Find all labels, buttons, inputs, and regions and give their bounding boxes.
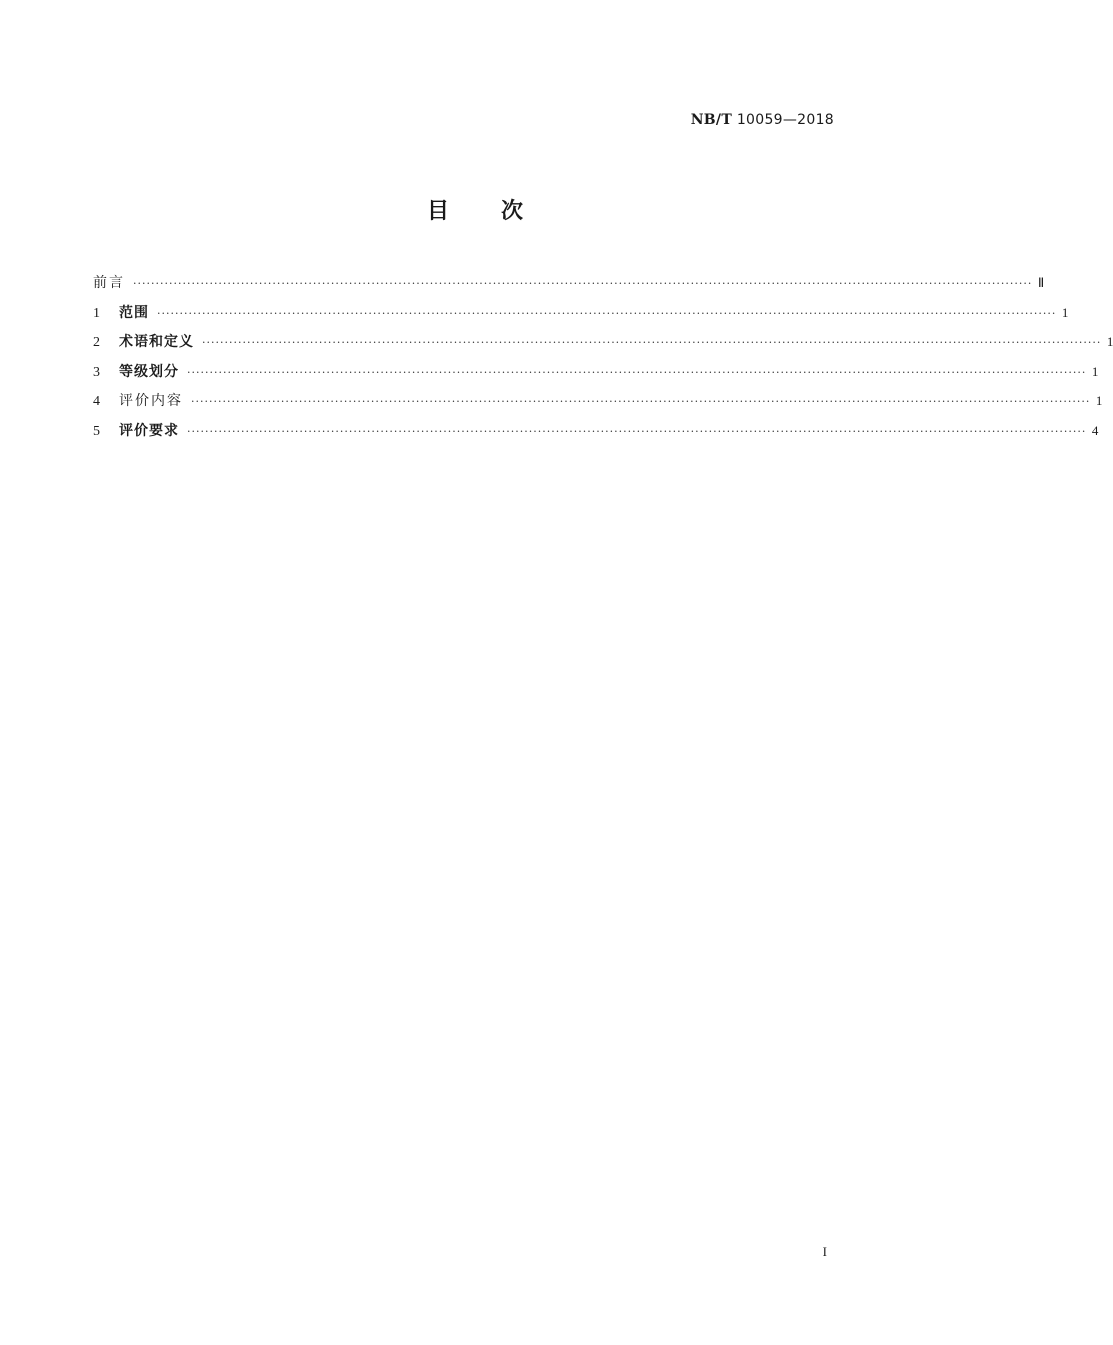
dot-leader: ········································································································································································································ [133, 277, 1033, 290]
standard-number [691, 112, 834, 128]
dot-leader: ········································································································································································································ [191, 395, 1091, 409]
dot-leader: ········································································································································································································ [187, 424, 1087, 438]
toc-entry-number: 4 [93, 394, 100, 410]
toc-entry-number: 5 [93, 423, 100, 439]
toc-entry-2[interactable] [93, 331, 1113, 361]
toc-entry-number: 1 [93, 305, 100, 321]
page-title: 目次 [426, 199, 575, 224]
dot-leader: ········································································································································································································ [187, 365, 1087, 379]
toc-entry-label: 术语和定义 [119, 334, 194, 351]
toc-entry-page: 1 [1106, 334, 1113, 350]
toc-entry-label: 等级划分 [119, 363, 179, 380]
toc-entry-page: 1 [1061, 304, 1069, 320]
toc-entry-label: 评价内容 [119, 393, 183, 410]
toc-entry-4[interactable] [93, 390, 1103, 420]
toc-entry-page: Ⅱ [1037, 275, 1045, 290]
dot-leader: ········································································································································································································ [202, 336, 1102, 350]
table-of-contents [93, 272, 1113, 450]
toc-entry-3[interactable] [93, 361, 1099, 391]
standard-prefix: NB/T [690, 112, 733, 128]
toc-entry-label: 前言 [93, 275, 125, 291]
toc-entry-page: 4 [1091, 422, 1099, 438]
toc-entry-1[interactable] [93, 302, 1069, 332]
toc-entry-page: 1 [1095, 393, 1103, 409]
toc-entry-preface[interactable] [93, 272, 1045, 302]
standard-code: 10059—2018 [736, 112, 834, 128]
toc-entry-label: 评价要求 [119, 422, 179, 439]
dot-leader: ········································································································································································································ [157, 306, 1057, 320]
toc-entry-number: 3 [93, 364, 100, 380]
toc-entry-number: 2 [93, 335, 100, 351]
page-number: I [822, 1244, 827, 1259]
toc-entry-label: 范围 [119, 304, 149, 321]
toc-entry-5[interactable] [93, 420, 1099, 450]
toc-entry-page: 1 [1091, 363, 1099, 379]
